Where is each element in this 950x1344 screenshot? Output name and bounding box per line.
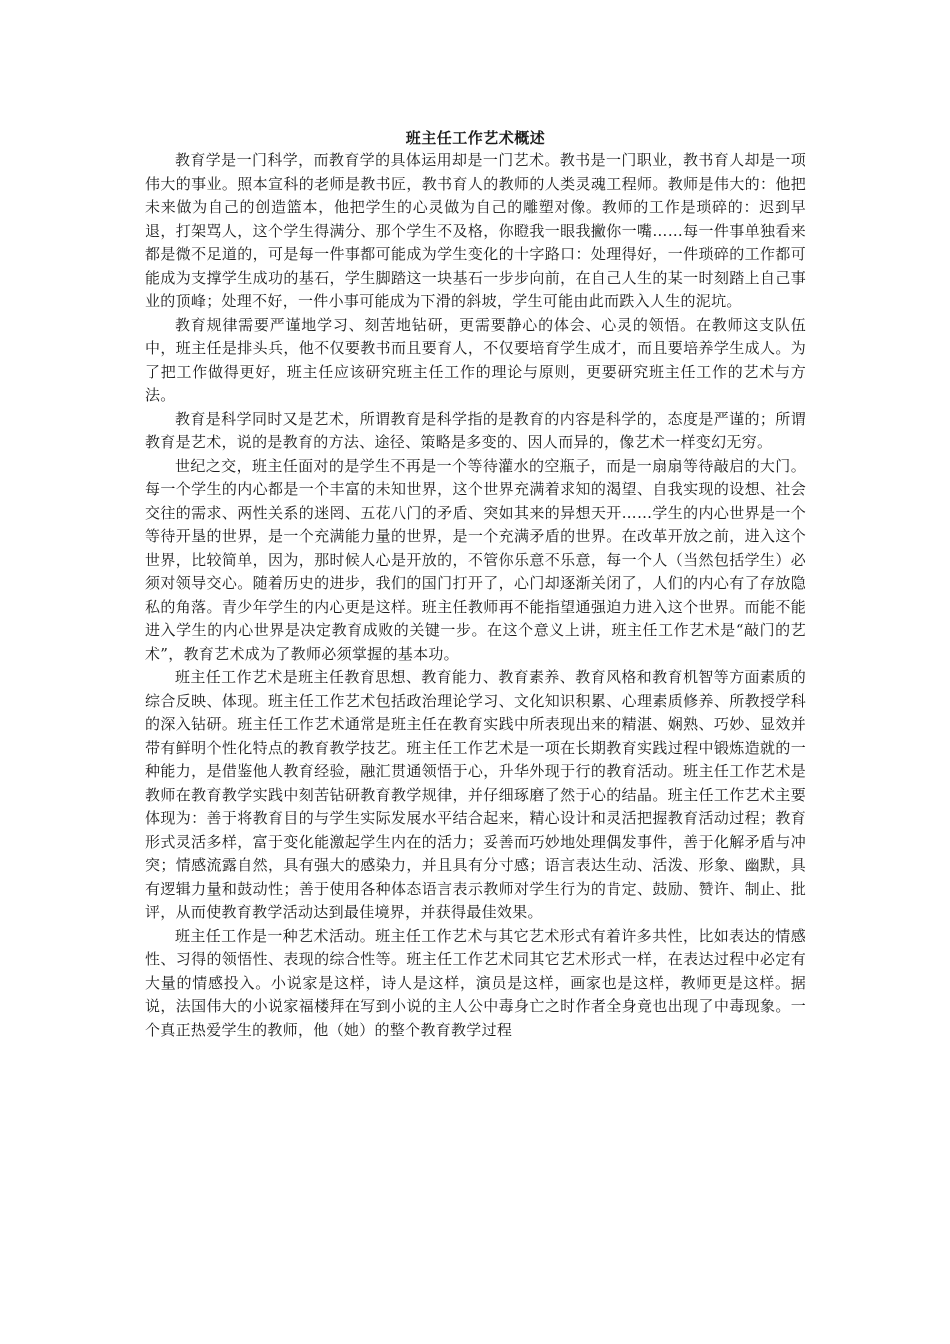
paragraph-2: 教育规律需要严谨地学习、刻苦地钻研，更需要静心的体会、心灵的领悟。在教师这支队伍中，班主任是排头兵，他不仅要教书而且要育人，不仅要培育学生成才，而且要培养学生成人。为了把工作做得更好，班主任应该研究班主任工作的理论与原则，更要研究班主任工作的艺术与方法。: [145, 315, 806, 404]
paragraph-3: 教育是科学同时又是艺术，所谓教育是科学指的是教育的内容是科学的，态度是严谨的；所谓教育是艺术，说的是教育的方法、途径、策略是多变的、因人而异的，像艺术一样变幻无穷。: [145, 409, 806, 451]
paragraph-5: 班主任工作艺术是班主任教育思想、教育能力、教育素养、教育风格和教育机智等方面素质的综合反映、体现。班主任工作艺术包括政治理论学习、文化知识积累、心理素质修养、所教授学科的深入钻研。班主任工作艺术通常是班主任在教育实践中所表现出来的精湛、娴熟、巧妙、显效并带有鲜明个性化特点的教育教学技艺。班主任工作艺术是一项在长期教育实践过程中锻炼造就的一种能力，是借鉴他人教育经验，融汇贯通领悟于心，升华外现于行的教育活动。班主任工作艺术是教师在教育教学实践中刻苦钻研教育教学规律，并仔细琢磨了然于心的结晶。班主任工作艺术主要体现为：善于将教育目的与学生实际发展水平结合起来，精心设计和灵活把握教育活动过程；教育形式灵活多样，富于变化能激起学生内在的活力；妥善而巧妙地处理偶发事件，善于化解矛盾与冲突；情感流露自然，具有强大的感染力，并且具有分寸感；语言表达生动、活泼、形象、幽默，具有逻辑力量和鼓动性；善于使用各种体态语言表示教师对学生行为的肯定、鼓励、赞许、制止、批评，从而使教育教学活动达到最佳境界，并获得最佳效果。: [145, 668, 806, 921]
paragraph-1: 教育学是一门科学，而教育学的具体运用却是一门艺术。教书是一门职业，教书育人却是一项伟大的事业。照本宣科的老师是教书匠，教书育人的教师的人类灵魂工程师。教师是伟大的：他把未来做为自己的创造篮本，他把学生的心灵做为自己的雕塑对像。教师的工作是琐碎的：迟到早退，打架骂人，这个学生得满分、那个学生不及格，你瞪我一眼我撇你一嘴……每一件事单独看来都是微不足道的，可是每一件事都可能成为学生变化的十字路口：处理得好，一件琐碎的工作都可能成为支撑学生成功的基石，学生脚踏这一块基石一步步向前，在自己人生的某一时刻踏上自己事业的顶峰；处理不好，一件小事可能成为下滑的斜坡，学生可能由此而跌入人生的泥坑。: [145, 151, 806, 310]
paragraph-4: 世纪之交，班主任面对的是学生不再是一个等待灌水的空瓶子，而是一扇扇等待敲启的大门。每一个学生的内心都是一个丰富的未知世界，这个世界充满着求知的渴望、自我实现的设想、社会交往的需求、两性关系的迷罔、五花八门的矛盾、突如其来的异想天开……学生的内心世界是一个等待开垦的世界，是一个充满能力量的世界，是一个充满矛盾的世界。在改革开放之前，进入这个世界，比较简单，因为，那时候人心是开放的，不管你乐意不乐意，每一个人（当然包括学生）必须对领导交心。随着历史的进步，我们的国门打开了，心门却逐渐关闭了，人们的内心有了存放隐私的角落。青少年学生的内心更是这样。班主任教师再不能指望通强迫力进入这个世界。而能不能进入学生的内心世界是决定教育成败的关键一步。在这个意义上讲，班主任工作艺术是“敲门的艺术”，教育艺术成为了教师必须掌握的基本功。: [145, 456, 806, 663]
paragraph-6: 班主任工作是一种艺术活动。班主任工作艺术与其它艺术形式有着许多共性，比如表达的情感性、习得的领悟性、表现的综合性等。班主任工作艺术同其它艺术形式一样，在表达过程中必定有大量的情感投入。小说家是这样，诗人是这样，演员是这样，画家也是这样，教师更是这样。据说，法国伟大的小说家福楼拜在写到小说的主人公中毒身亡之时作者全身竟也出现了中毒现象。一个真正热爱学生的教师，他（她）的整个教育教学过程: [145, 926, 806, 1039]
document-title: 班主任工作艺术概述: [405, 129, 546, 147]
document-body: [145, 127, 806, 1042]
